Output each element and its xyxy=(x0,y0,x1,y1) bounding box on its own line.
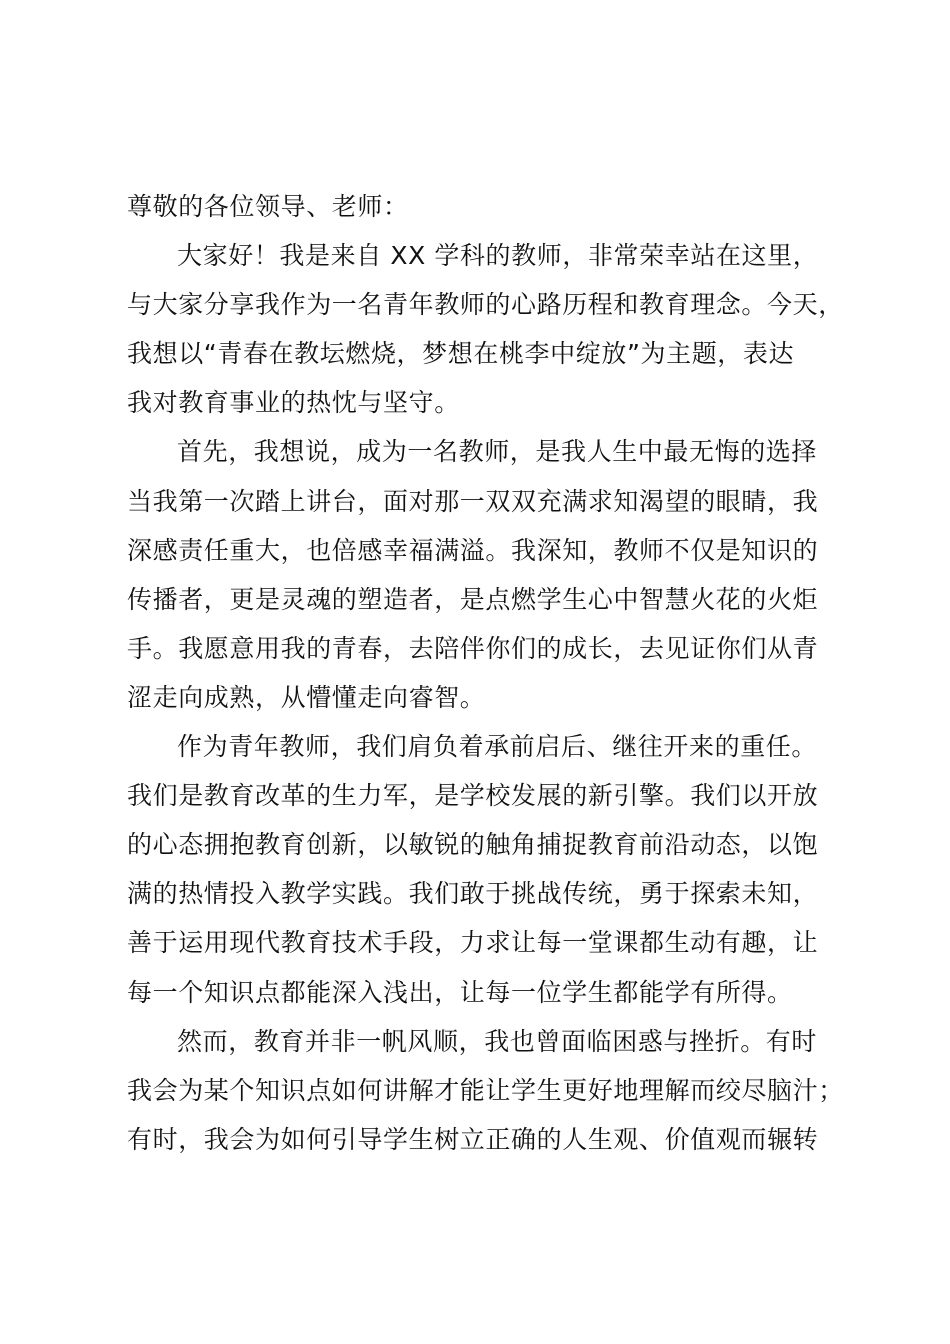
paragraph-2-line-1: 首先，我想说，成为一名教师，是我人生中最无悔的选择 xyxy=(177,437,818,467)
paragraph-3-line-2: 我们是教育改革的生力军，是学校发展的新引擎。我们以开放 xyxy=(127,781,819,811)
paragraph-4-line-3: 有时，我会为如何引导学生树立正确的人生观、价值观而辗转 xyxy=(127,1124,819,1154)
paragraph-3-line-1: 作为青年教师，我们肩负着承前启后、继往开来的重任。 xyxy=(177,732,818,762)
paragraph-3-line-6: 每一个知识点都能深入浅出，让每一位学生都能学有所得。 xyxy=(127,977,793,1007)
paragraph-3-line-4: 满的热情投入教学实践。我们敢于挑战传统，勇于探索未知， xyxy=(127,879,819,909)
paragraph-2-line-5: 手。我愿意用我的青春，去陪伴你们的成长，去见证你们从青 xyxy=(127,633,819,663)
paragraph-1-line-3: 我想以“青春在教坛燃烧，梦想在桃李中绽放”为主题，表达 xyxy=(127,339,795,369)
paragraph-1-line-2: 与大家分享我作为一名青年教师的心路历程和教育理念。今天， xyxy=(127,290,844,320)
paragraph-3-line-3: 的心态拥抱教育创新，以敏锐的触角捕捉教育前沿动态，以饱 xyxy=(127,830,819,860)
paragraph-1-line-4: 我对教育事业的热忱与坚守。 xyxy=(127,388,460,418)
paragraph-4-line-1: 然而，教育并非一帆风顺，我也曾面临困惑与挫折。有时 xyxy=(177,1026,818,1056)
paragraph-2-line-6: 涩走向成熟，从懵懂走向睿智。 xyxy=(127,682,486,712)
paragraph-4-line-2: 我会为某个知识点如何讲解才能让学生更好地理解而绞尽脑汁； xyxy=(127,1075,844,1105)
paragraph-2-line-3: 深感责任重大，也倍感幸福满溢。我深知，教师不仅是知识的 xyxy=(127,535,819,565)
paragraph-3-line-5: 善于运用现代教育技术手段，力求让每一堂课都生动有趣，让 xyxy=(127,928,819,958)
paragraph-2-line-4: 传播者，更是灵魂的塑造者，是点燃学生心中智慧火花的火炬 xyxy=(127,584,819,614)
salutation-line: 尊敬的各位领导、老师： xyxy=(127,192,409,221)
paragraph-1-line-1: 大家好！我是来自 XX 学科的教师，非常荣幸站在这里， xyxy=(177,241,819,271)
speech-text xyxy=(127,182,847,1164)
paragraph-2-line-2: 当我第一次踏上讲台，面对那一双双充满求知渴望的眼睛，我 xyxy=(127,486,819,516)
